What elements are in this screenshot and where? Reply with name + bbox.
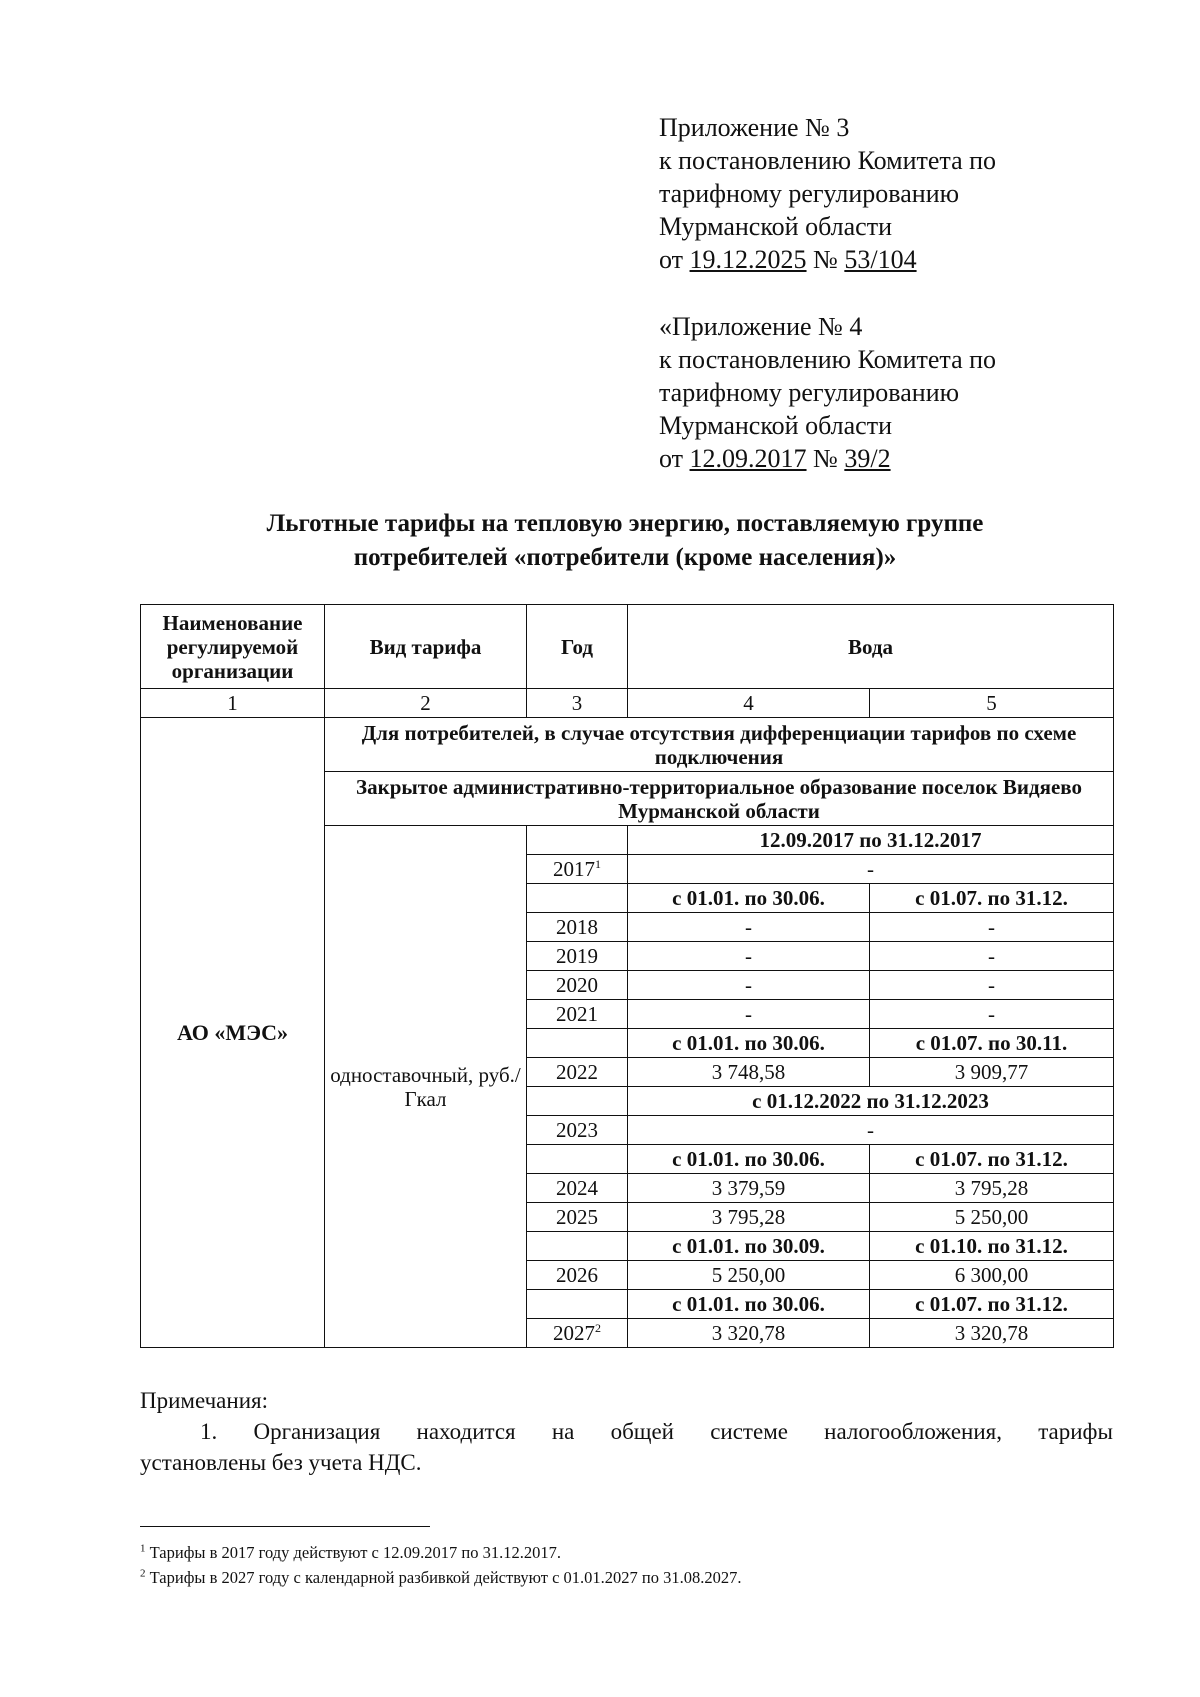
- resolution-date: 12.09.2017: [689, 444, 807, 473]
- year-cell: [527, 1232, 628, 1261]
- document-title: [140, 507, 1110, 575]
- appendix-date-line: [659, 243, 996, 276]
- value-cell: 3 795,28: [870, 1174, 1114, 1203]
- value-cell: -: [628, 942, 870, 971]
- footnotes: [140, 1540, 742, 1590]
- year-cell: [527, 884, 628, 913]
- year-cell: [527, 1029, 628, 1058]
- date-prefix: от: [659, 245, 690, 274]
- title-line: Льготные тарифы на тепловую энергию, поставляемую группе: [266, 510, 984, 537]
- year-cell: 2024: [527, 1174, 628, 1203]
- appendix-line: к постановлению Комитета по: [659, 146, 997, 175]
- col-number: 4: [628, 689, 870, 718]
- value-cell: 3 748,58: [628, 1058, 870, 1087]
- period-cell: 12.09.2017 по 31.12.2017: [628, 826, 1114, 855]
- date-prefix: от: [659, 444, 690, 473]
- footnote-1: [140, 1540, 742, 1565]
- note-word: Организация: [253, 1419, 381, 1444]
- column-number-row: [141, 689, 1114, 718]
- year-cell: [527, 1290, 628, 1319]
- year-cell: [527, 1145, 628, 1174]
- period-cell: с 01.10. по 31.12.: [870, 1232, 1114, 1261]
- footnote-mark: 1: [140, 1542, 146, 1555]
- period-cell: с 01.07. по 31.12.: [870, 1290, 1114, 1319]
- year-cell: [527, 826, 628, 855]
- header-org: Наименование регулируемой организации: [141, 605, 325, 689]
- year-cell: 2020: [527, 971, 628, 1000]
- value-cell: -: [628, 1116, 1114, 1145]
- period-cell: с 01.12.2022 по 31.12.2023: [628, 1087, 1114, 1116]
- year-cell: 2017$^1$: [527, 855, 628, 884]
- header-water: Вода: [628, 605, 1114, 689]
- appendix-line: к постановлению Комитета по: [659, 345, 997, 374]
- period-cell: с 01.01. по 30.06.: [628, 884, 870, 913]
- footnote-text: Тарифы в 2027 году с календарной разбивкой действуют с 01.01.2027 по 31.08.2027.: [149, 1568, 742, 1587]
- notes-section: [140, 1385, 1113, 1478]
- appendix-line: «Приложение № 4: [659, 312, 863, 341]
- year-cell: 2026: [527, 1261, 628, 1290]
- value-cell: -: [628, 1000, 870, 1029]
- appendix-header-original: [659, 310, 996, 475]
- period-cell: с 01.07. по 30.11.: [870, 1029, 1114, 1058]
- header-tariff-type: Вид тарифа: [325, 605, 527, 689]
- year-cell: 2022: [527, 1058, 628, 1087]
- header-year: Год: [527, 605, 628, 689]
- appendix-line: Приложение № 3: [659, 113, 850, 142]
- col-number: 2: [325, 689, 527, 718]
- value-cell: 3 320,78: [870, 1319, 1114, 1348]
- value-cell: 5 250,00: [870, 1203, 1114, 1232]
- territory-heading: Закрытое административно-территориальное образование поселок Видяево Мурманской области: [325, 772, 1114, 826]
- resolution-number: 39/2: [844, 444, 891, 473]
- appendix-line: Мурманской области: [659, 212, 892, 241]
- number-prefix: №: [806, 245, 845, 274]
- col-number: 1: [141, 689, 325, 718]
- appendix-line: Мурманской области: [659, 411, 892, 440]
- period-cell: с 01.07. по 31.12.: [870, 1145, 1114, 1174]
- value-cell: -: [870, 913, 1114, 942]
- value-cell: 6 300,00: [870, 1261, 1114, 1290]
- tariff-kind: одноставочный, руб./Гкал: [325, 826, 527, 1348]
- section-heading: Для потребителей, в случае отсутствия дифференциации тарифов по схеме подключения: [325, 718, 1114, 772]
- value-cell: 3 795,28: [628, 1203, 870, 1232]
- period-cell: с 01.01. по 30.06.: [628, 1145, 870, 1174]
- note-item-1-continuation: установлены без учета НДС.: [140, 1450, 422, 1475]
- year-cell: 2027$^2$: [527, 1319, 628, 1348]
- year-cell: [527, 1087, 628, 1116]
- organization-name: АО «МЭС»: [141, 718, 325, 1348]
- note-item-1: [140, 1416, 1113, 1447]
- note-word: находится: [416, 1419, 516, 1444]
- tariff-table: [140, 604, 1114, 1348]
- note-word: на: [551, 1419, 575, 1444]
- period-cell: с 01.01. по 30.09.: [628, 1232, 870, 1261]
- note-word: системе: [710, 1419, 788, 1444]
- resolution-number: 53/104: [844, 245, 917, 274]
- footnote-ref: 2: [595, 1321, 601, 1335]
- footnote-mark: 2: [140, 1567, 146, 1580]
- value-cell: -: [628, 855, 1114, 884]
- year-cell: 2019: [527, 942, 628, 971]
- table-header-row: [141, 605, 1114, 689]
- period-cell: с 01.07. по 31.12.: [870, 884, 1114, 913]
- note-word: общей: [610, 1419, 674, 1444]
- value-cell: -: [870, 942, 1114, 971]
- value-cell: -: [628, 971, 870, 1000]
- note-word: тарифы: [1038, 1419, 1113, 1444]
- appendix-line: тарифному регулированию: [659, 179, 960, 208]
- period-cell: с 01.01. по 30.06.: [628, 1029, 870, 1058]
- section-row: [141, 718, 1114, 772]
- footnote-2: [140, 1565, 742, 1590]
- value-cell: -: [870, 971, 1114, 1000]
- year-cell: 2023: [527, 1116, 628, 1145]
- col-number: 5: [870, 689, 1114, 718]
- year-cell: 2018: [527, 913, 628, 942]
- appendix-date-line: [659, 442, 996, 475]
- value-cell: -: [628, 913, 870, 942]
- note-word: налогообложения,: [824, 1419, 1002, 1444]
- notes-heading: Примечания:: [140, 1388, 268, 1413]
- col-number: 3: [527, 689, 628, 718]
- value-cell: 3 320,78: [628, 1319, 870, 1348]
- footnote-separator: [140, 1526, 430, 1527]
- number-prefix: №: [806, 444, 845, 473]
- appendix-line: тарифному регулированию: [659, 378, 960, 407]
- year-cell: 2025: [527, 1203, 628, 1232]
- appendix-header-current: [659, 111, 996, 276]
- value-cell: 5 250,00: [628, 1261, 870, 1290]
- value-cell: 3 909,77: [870, 1058, 1114, 1087]
- value-cell: 3 379,59: [628, 1174, 870, 1203]
- footnote-text: Тарифы в 2017 году действуют с 12.09.2017 по 31.12.2017.: [149, 1543, 561, 1562]
- resolution-date: 19.12.2025: [689, 245, 807, 274]
- value-cell: -: [870, 1000, 1114, 1029]
- note-number: 1.: [200, 1419, 218, 1444]
- title-line: потребителей «потребители (кроме населения)»: [353, 544, 897, 571]
- period-cell: с 01.01. по 30.06.: [628, 1290, 870, 1319]
- footnote-ref: 1: [595, 857, 601, 871]
- year-cell: 2021: [527, 1000, 628, 1029]
